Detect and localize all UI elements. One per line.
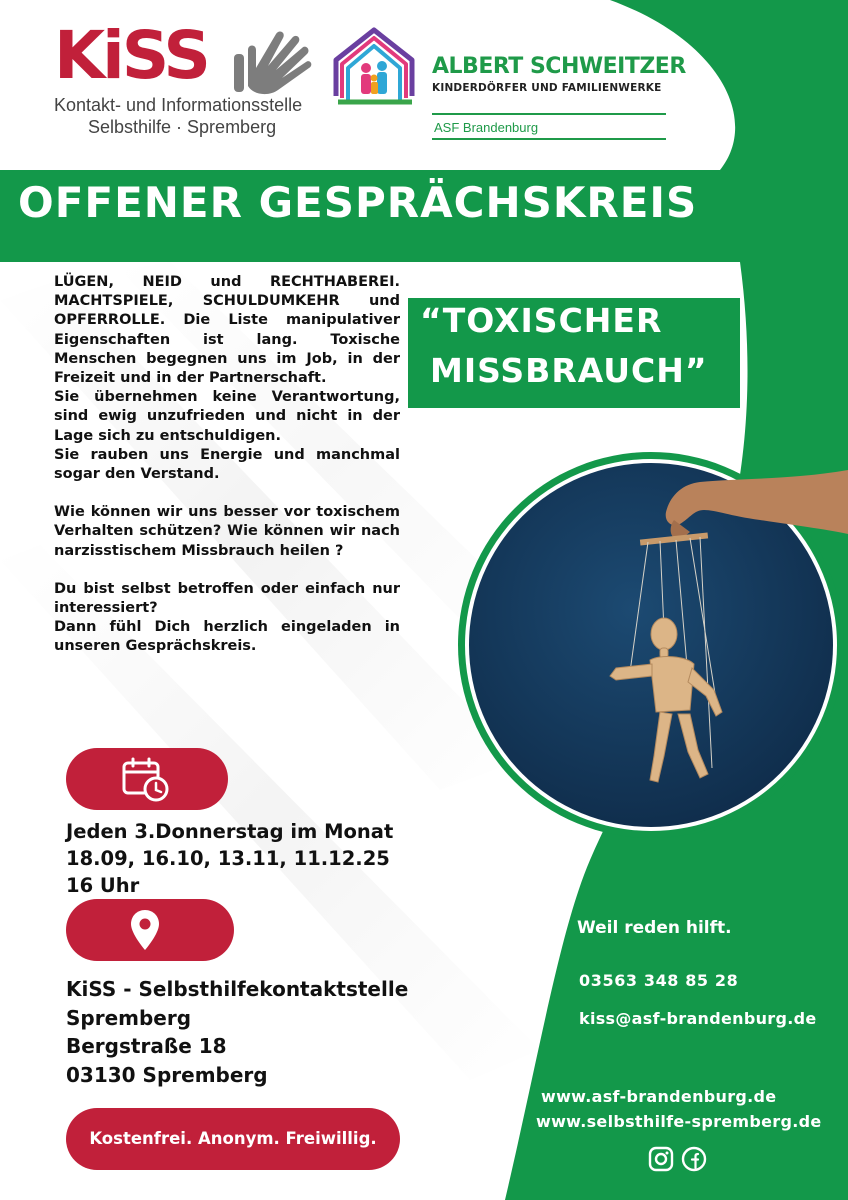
page-title: OFFENER GESPRÄCHSKREIS (18, 178, 698, 227)
location-info (66, 975, 408, 1089)
partner-logo-divider-bottom (432, 138, 666, 140)
calendar-clock-icon (122, 756, 172, 804)
intro-paragraph-3: Sie rauben uns Energie und manchmal sogar den Verstand. (54, 446, 400, 483)
partner-logo-subtitle: KINDERDÖRFER UND FAMILIENWERKE (432, 82, 662, 94)
intro-paragraph-6: Dann fühl Dich herzlich eingeladen in unseren Gesprächskreis. (54, 619, 400, 655)
schedule-badge (66, 748, 228, 810)
schedule-info (66, 818, 393, 899)
schedule-line-1: Jeden 3.Donnerstag im Monat (66, 820, 394, 843)
intro-paragraph-2: Sie übernehmen keine Verantwortung, sind ewig unzufrieden und nicht in der Lage sich zu entschuldigen. (54, 389, 400, 444)
intro-paragraph-4: Wie können wir uns besser vor toxischem Verhalten schützen? Wie können wir nach narzisstischem Missbrauch heilen ? (54, 504, 400, 559)
location-line-4: 03130 Spremberg (66, 1062, 268, 1087)
event-subtitle (420, 296, 740, 396)
cta-badge: Kostenfrei. Anonym. Freiwillig. (66, 1108, 400, 1170)
intro-paragraph-1: LÜGEN, NEID und RECHTHABEREI. MACHTSPIELE, SCHULDUMKEHR und OPFERROLLE. Die Liste manipulativer Eigenschaften ist lang. Toxische Menschen begegnen uns im Job, in der Freizeit und in der Partnerschaft. (54, 274, 400, 387)
schedule-line-3: 16 Uhr (66, 874, 140, 897)
instagram-icon[interactable] (648, 1146, 674, 1172)
hand-icon (234, 28, 312, 98)
intro-text (54, 273, 400, 657)
slogan: Weil reden hilft. (577, 918, 732, 938)
location-badge (66, 899, 234, 961)
kiss-logo-subtitle-2: Selbsthilfe · Spremberg (88, 117, 277, 137)
kiss-logo (54, 17, 314, 138)
website-link-asf[interactable]: www.asf-brandenburg.de (541, 1087, 777, 1106)
location-line-1: KiSS - Selbsthilfekontaktstelle (66, 977, 409, 1001)
website-link-selbsthilfe[interactable]: www.selbsthilfe-spremberg.de (536, 1112, 822, 1131)
partner-logo-region: ASF Brandenburg (434, 120, 539, 135)
phone-number[interactable]: 03563 348 85 28 (579, 971, 739, 990)
kiss-logo-wordmark: KiSS (54, 17, 208, 94)
partner-logo-title: ALBERT SCHWEITZER (432, 54, 686, 79)
event-subtitle-line-1: “TOXISCHER (420, 301, 663, 340)
kiss-logo-subtitle-1: Kontakt- und Informationsstelle (54, 95, 303, 115)
facebook-icon[interactable] (681, 1146, 707, 1172)
location-line-3: Bergstraße 18 (66, 1034, 227, 1058)
intro-paragraph-5: Du bist selbst betroffen oder einfach nur interessiert? (54, 580, 400, 617)
location-pin-icon (130, 909, 160, 951)
email-link[interactable]: kiss@asf-brandenburg.de (579, 1009, 817, 1028)
location-line-2: Spremberg (66, 1005, 192, 1030)
house-family-icon (330, 24, 420, 114)
partner-logo-divider-top (432, 113, 666, 115)
schedule-line-2: 18.09, 16.10, 13.11, 11.12.25 (66, 847, 390, 870)
event-subtitle-line-2: MISSBRAUCH” (430, 351, 708, 390)
